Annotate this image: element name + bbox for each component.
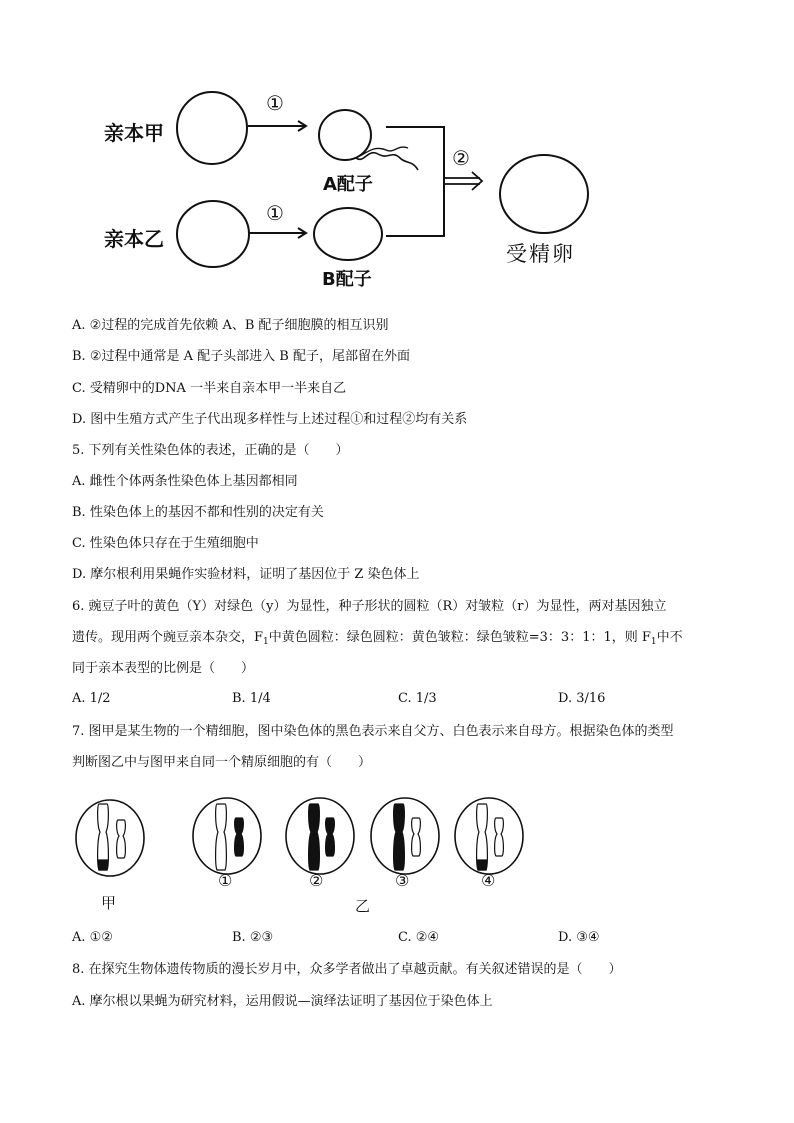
cell-3 xyxy=(371,798,439,874)
cell-number-4: ④ xyxy=(481,871,496,890)
q5-option-a: A. 雌性个体两条性染色体上基因都相同 xyxy=(72,474,298,489)
q6-option-a: A. 1/2 xyxy=(72,691,111,706)
gamete-b-cell xyxy=(314,208,382,260)
cell-4 xyxy=(455,798,523,874)
fertilization-diagram xyxy=(0,0,794,300)
q7-option-d: D. ③④ xyxy=(558,930,600,945)
q6-option-d: D. 3/16 xyxy=(558,691,606,706)
cell-jia-chromosome-small xyxy=(117,820,126,858)
parent-a-label: 亲本甲 xyxy=(104,121,164,145)
q7-option-b: B. ②③ xyxy=(232,930,274,945)
q6-option-b: B. 1/4 xyxy=(232,691,271,706)
q4-option-b: B. ②过程中通常是 A 配子头部进入 B 配子，尾部留在外面 xyxy=(72,349,410,364)
q4-option-d: D. 图中生殖方式产生子代出现多样性与上述过程①和过程②均有关系 xyxy=(72,412,468,427)
q7-option-a: A. ①② xyxy=(72,930,113,945)
label-jia: 甲 xyxy=(101,894,117,912)
parent-b-cell xyxy=(177,201,249,267)
arrow-step1-bottom xyxy=(249,228,306,238)
gamete-a-label: A配子 xyxy=(323,174,373,195)
q7-line-1: 7. 图甲是某生物的一个精细胞，图中染色体的黑色表示来自父方、白色表示来自母方。根据染色体的类型 xyxy=(72,724,674,739)
q6-line-2-c: 中不 xyxy=(656,630,683,645)
q5-option-b: B. 性染色体上的基因不都和性别的决定有关 xyxy=(72,505,324,520)
q6-line-2-a: 遗传。现用两个豌豆亲本杂交，F xyxy=(72,630,264,645)
q6-line-2 xyxy=(72,629,683,651)
gamete-b-label: B配子 xyxy=(322,269,372,290)
q6-options xyxy=(72,691,732,709)
q6-line-2-b: 中黄色圆粒：绿色圆粒：黄色皱粒：绿色皱粒=3：3：1：1，则 F xyxy=(268,630,651,645)
join-lines xyxy=(386,127,444,236)
gamete-a-tail xyxy=(356,153,418,170)
q6-line-3: 同于亲本表型的比例是（ ） xyxy=(72,661,255,676)
chromosome-figure xyxy=(0,790,794,920)
arrow-step2 xyxy=(444,172,482,190)
q6-sub-1: 1 xyxy=(263,637,269,647)
q6-sub-2: 1 xyxy=(650,637,657,647)
step2-label: ② xyxy=(452,146,470,170)
q6-line-1: 6. 豌豆子叶的黄色（Y）对绿色（y）为显性，种子形状的圆粒（R）对皱粒（r）为显性，两对基因独立 xyxy=(72,599,667,614)
q7-line-2: 判断图乙中与图甲来自同一个精原细胞的有（ ） xyxy=(72,755,372,770)
cell-2 xyxy=(286,798,354,874)
cell-number-3: ③ xyxy=(395,871,410,890)
step1-top-label: ① xyxy=(266,91,284,115)
q7-options xyxy=(72,930,732,948)
q8-stem: 8. 在探究生物体遗传物质的漫长岁月中，众多学者做出了卓越贡献。有关叙述错误的是（ ） xyxy=(72,962,622,977)
gamete-a-head xyxy=(319,110,371,160)
q5-option-d: D. 摩尔根利用果蝇作实验材料，证明了基因位于 Z 染色体上 xyxy=(72,567,420,582)
cell-jia-chromosome-big xyxy=(98,804,109,870)
q8-option-a: A. 摩尔根以果蝇为研究材料，运用假说—演绎法证明了基因位于染色体上 xyxy=(72,994,493,1009)
cell-number-2: ② xyxy=(309,871,324,890)
q7-option-c: C. ②④ xyxy=(398,930,440,945)
parent-a-cell xyxy=(177,92,247,164)
cell-1 xyxy=(193,798,261,874)
arrow-step1-top xyxy=(248,121,306,131)
zygote-cell xyxy=(500,155,588,233)
q4-option-c: C. 受精卵中的DNA 一半来自亲本甲一半来自乙 xyxy=(72,381,347,396)
q6-option-c: C. 1/3 xyxy=(398,691,437,706)
parent-b-label: 亲本乙 xyxy=(104,227,164,251)
q4-option-a: A. ②过程的完成首先依赖 A、B 配子细胞膜的相互识别 xyxy=(72,318,389,333)
cell-jia xyxy=(76,800,144,876)
step1-bottom-label: ① xyxy=(266,201,284,225)
zygote-label: 受精卵 xyxy=(506,242,575,266)
cell-number-1: ① xyxy=(218,871,233,890)
label-yi: 乙 xyxy=(355,897,371,915)
q5-option-c: C. 性染色体只存在于生殖细胞中 xyxy=(72,536,259,551)
q5-stem: 5. 下列有关性染色体的表述，正确的是（ ） xyxy=(72,443,349,458)
